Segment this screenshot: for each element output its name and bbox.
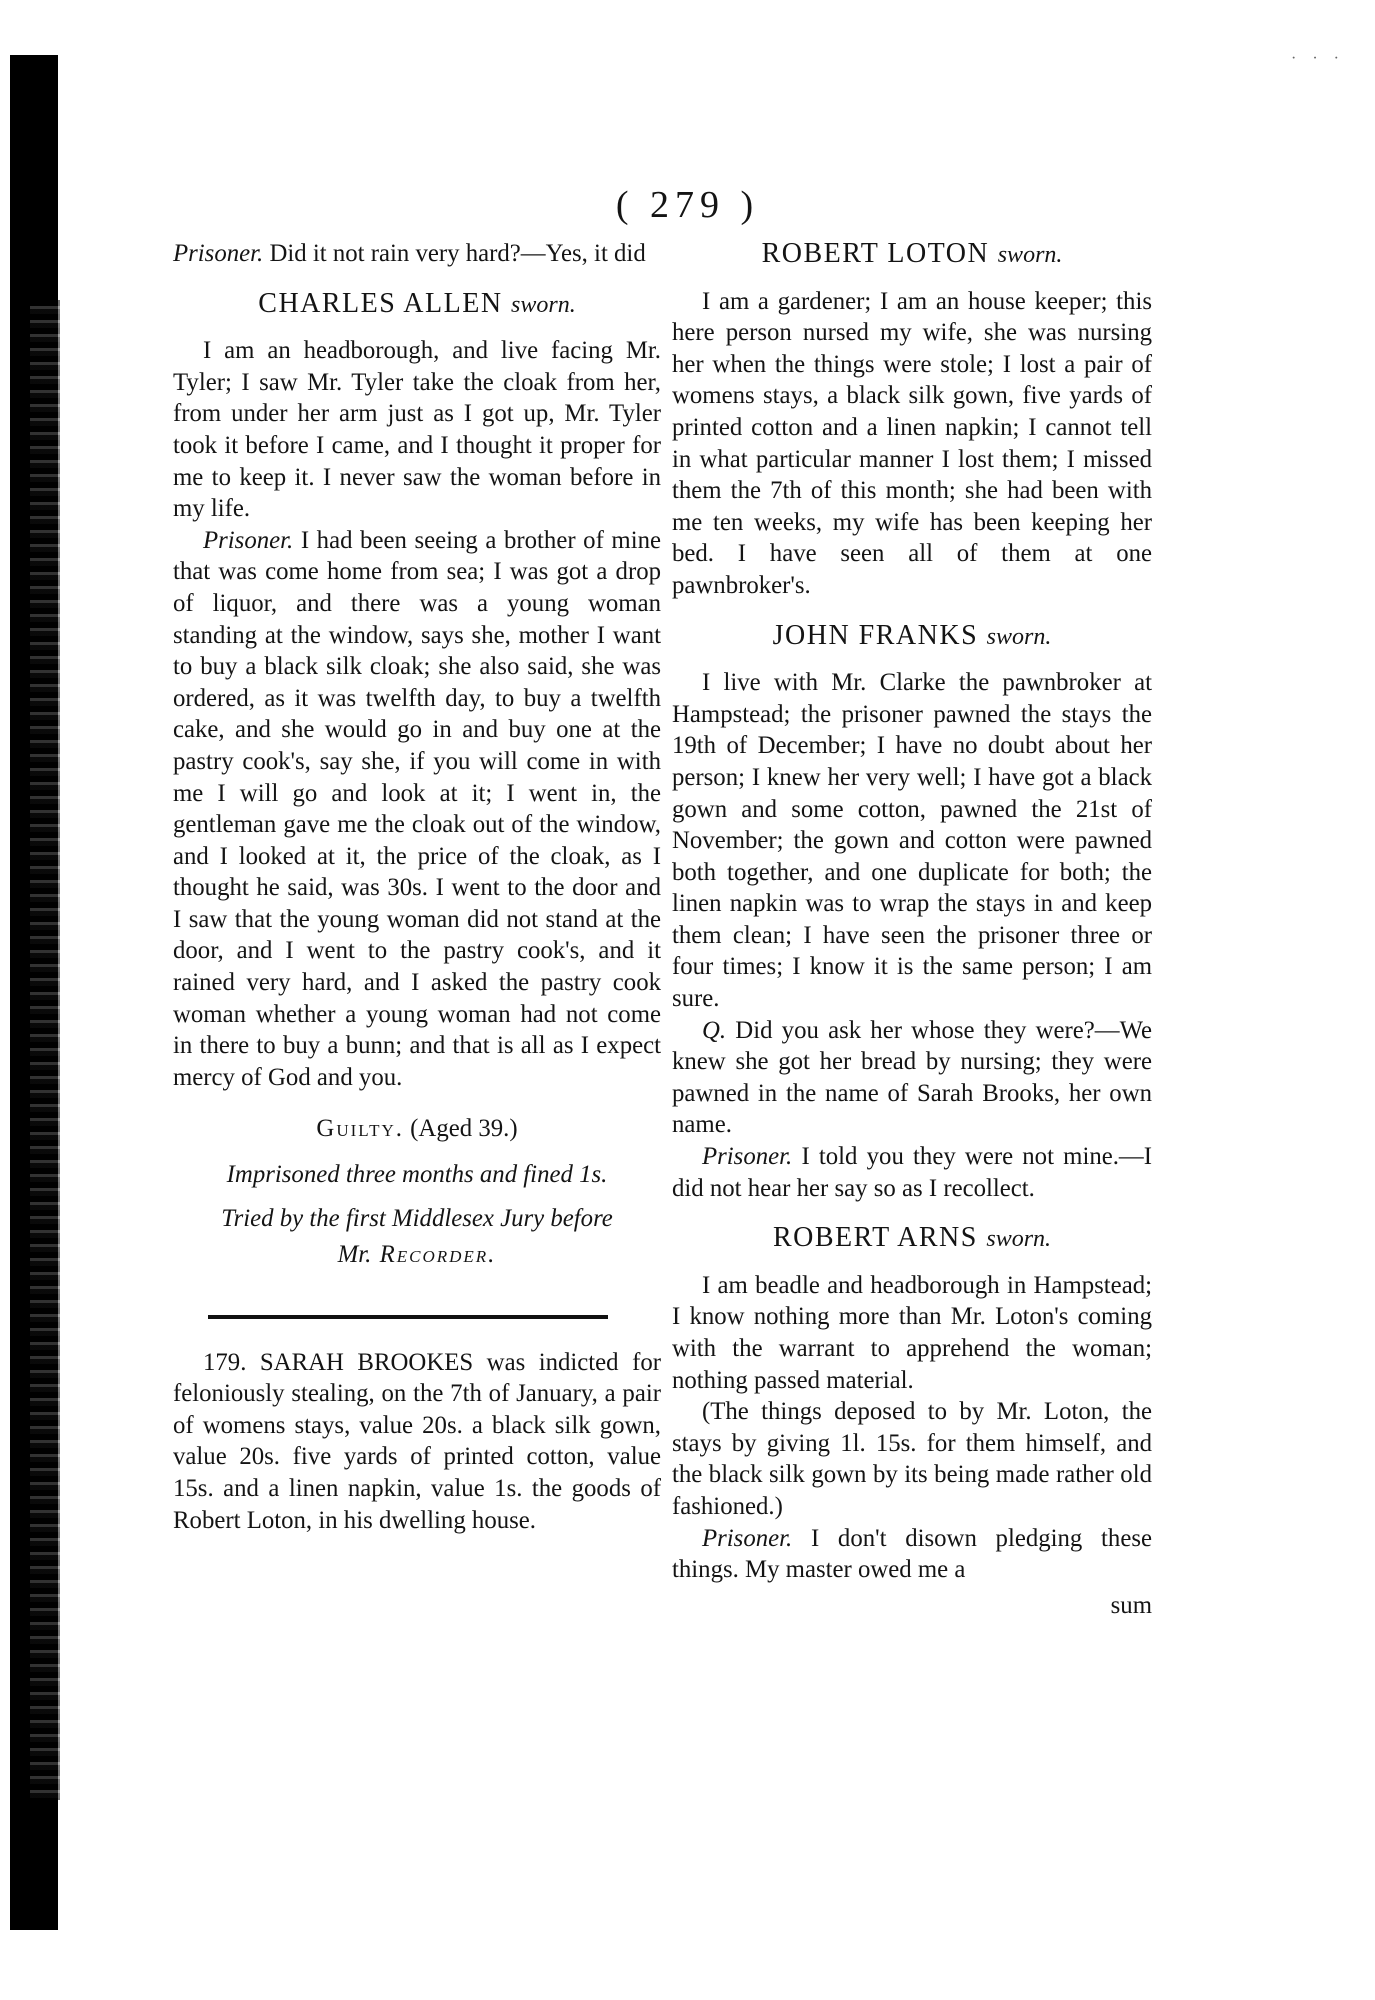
verdict: Guilty. (Aged 39.) xyxy=(316,1115,518,1143)
left-column xyxy=(173,238,661,1536)
tried-by-line: Tried by the first Middlesex Jury before Mr. Recorder. xyxy=(221,1204,613,1268)
prisoner-defence: Prisoner. I had been seeing a brother of mine that was come home from sea; I was got a drop of liquor, and there was a young woman standing at the window, says she, mother I want to buy a black silk cloak; she also said, she was ordered, as it was twelfth day, to buy a twelfth cake, and she would go in and buy one at the pastry cook's, say she, if you will come in with me I will go and look at it; I went in, the gentleman gave me the cloak out of the window, and I looked at it, the price of the cloak, as I thought he said, was 30s. I went to the door and I saw that the young woman did not stand at the door, and I went to the pastry cook's, and it rained very hard, and I asked the pastry cook woman whether a young woman had not come in there to buy a bunn; and that is all as I expect mercy of God and you. xyxy=(173,526,661,1091)
case-indictment: 179. SARAH BROOKES was indicted for feloniously stealing, on the 7th of January, a pair of womens stays, value 20s. a black silk gown, value 20s. five yards of printed cotton, value 15s. and a linen napkin, value 1s. the goods of Robert Loton, in his dwelling house. xyxy=(173,1348,661,1534)
right-column xyxy=(672,238,1152,1621)
prisoner-reply: Prisoner. I told you they were not mine.—I did not hear her say so as I recollect. xyxy=(672,1143,1152,1202)
witness-heading-robert-arns: ROBERT ARNS sworn. xyxy=(772,1222,1052,1254)
sentence: Imprisoned three months and fined 1s. xyxy=(226,1161,608,1189)
prisoner-statement: Prisoner. I don't disown pledging these things. My master owed me a xyxy=(672,1524,1152,1584)
witness-heading-robert-loton: ROBERT LOTON sworn. xyxy=(761,238,1063,269)
question-mark-label: Q. xyxy=(702,1016,727,1044)
witness-heading-charles-allen: CHARLES ALLEN sworn. xyxy=(258,287,576,319)
binding-edge xyxy=(30,300,60,1800)
prisoner-question: Prisoner. Did it not rain very hard?—Yes, it did xyxy=(173,240,646,267)
testimony-charles-allen: I am an headborough, and live facing Mr. Tyler; I saw Mr. Tyler take the cloak from her, from under her arm just as I got up, Mr. Tyler took it before I came, and I thought it proper for me to keep it. I never saw the woman before in my life. xyxy=(173,337,661,523)
witness-heading-john-franks: JOHN FRANKS sworn. xyxy=(772,619,1052,651)
catchword: sum xyxy=(1110,1591,1152,1619)
speaker-label: Prisoner. xyxy=(702,1524,793,1552)
speaker-label: Prisoner. xyxy=(203,526,294,554)
testimony-john-franks: I live with Mr. Clarke the pawnbroker at Hampstead; the prisoner pawned the stays the 19th of December; I have no doubt about her person; I knew her very well; I have got a black gown and some cotton, pawned the 21st of November; the gown and cotton were pawned both together, and one duplicate for both; the linen napkin was to wrap the stays in and keep them clean; I have seen the prisoner three or four times; I know it is the same person; I am sure. xyxy=(672,669,1152,1013)
deposition-note: (The things deposed to by Mr. Loton, the stays by giving 1l. 15s. for them himself, and the black silk gown by its being made rather old fashioned.) xyxy=(672,1398,1152,1520)
section-divider xyxy=(208,1315,608,1319)
speaker-label: Prisoner. xyxy=(702,1143,793,1171)
scan-specks: · · · xyxy=(1291,50,1345,67)
testimony-robert-loton: I am a gardener; I am an house keeper; this here person nursed my wife, she was nursing her when the things were stole; I lost a pair of womens stays, a black silk gown, five yards of printed cotton and a linen napkin; I cannot tell in what particular manner I lost them; I missed them the 7th of this month; she had been with me ten weeks, my wife has been keeping her bed. I have seen all of them at one pawnbroker's. xyxy=(672,287,1152,599)
question-exchange: Q. Did you ask her whose they were?—We knew she got her bread by nursing; they were pawned in the name of Sarah Brooks, her own name. xyxy=(672,1016,1152,1139)
page-number: ( 279 ) xyxy=(615,184,760,226)
testimony-robert-arns: I am beadle and headborough in Hampstead; I know nothing more than Mr. Loton's coming with the warrant to apprehend the woman; nothing passed material. xyxy=(672,1271,1152,1394)
speaker-label: Prisoner. xyxy=(173,240,264,267)
